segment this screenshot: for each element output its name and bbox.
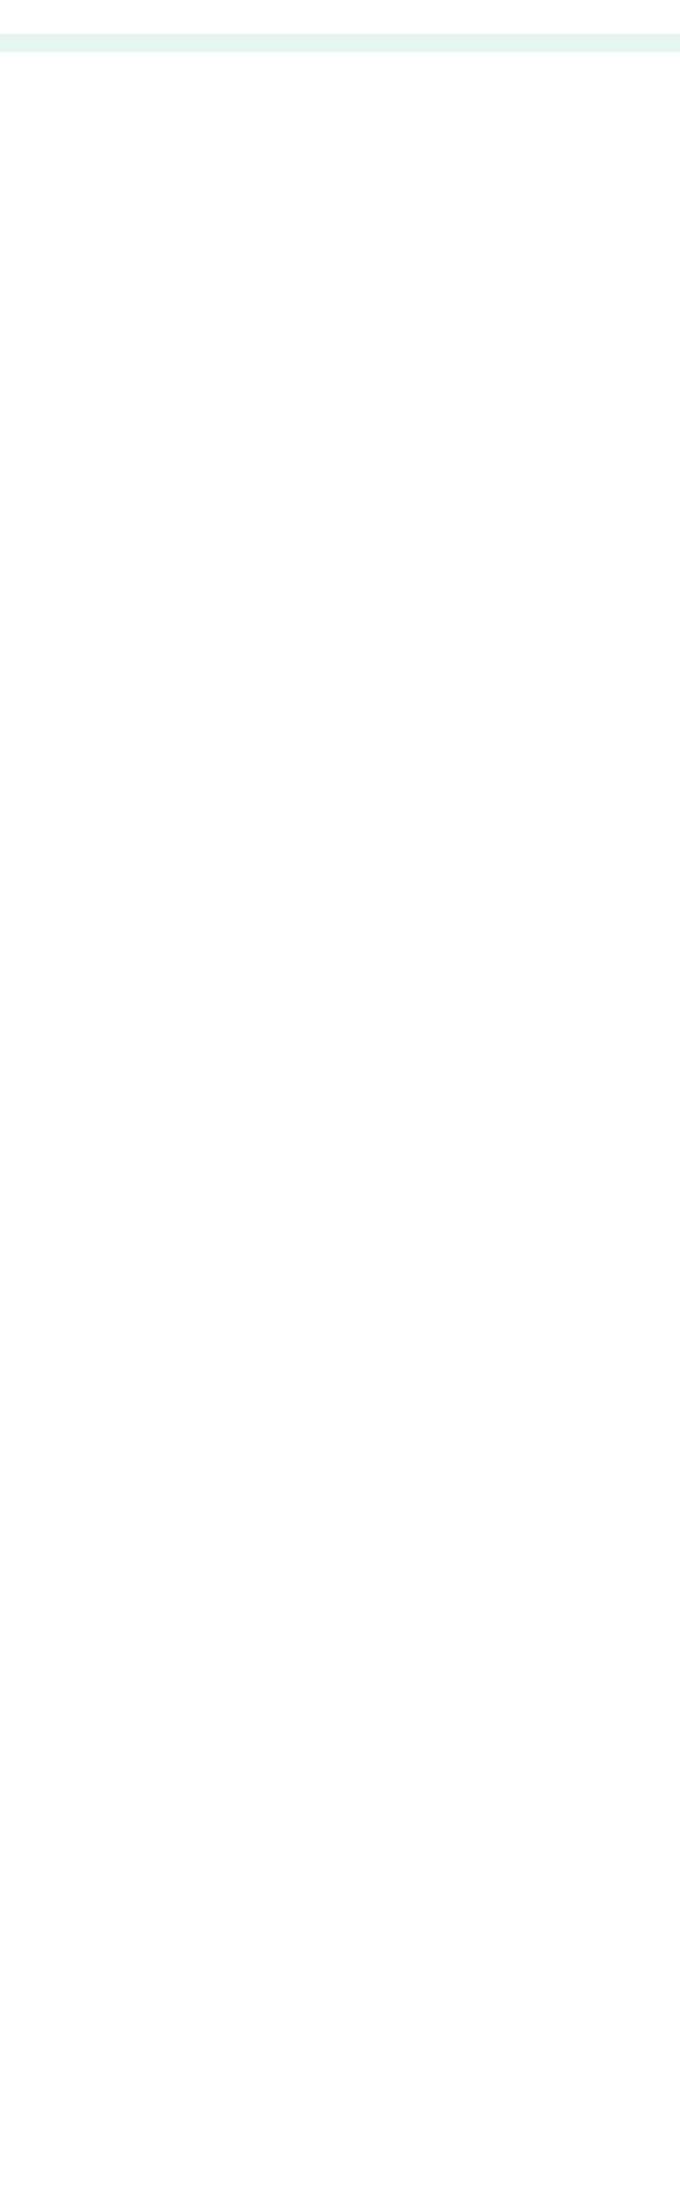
page-content	[0, 0, 680, 52]
intro-text	[0, 22, 680, 28]
answers-block	[0, 34, 680, 52]
site-link[interactable]	[0, 0, 680, 22]
